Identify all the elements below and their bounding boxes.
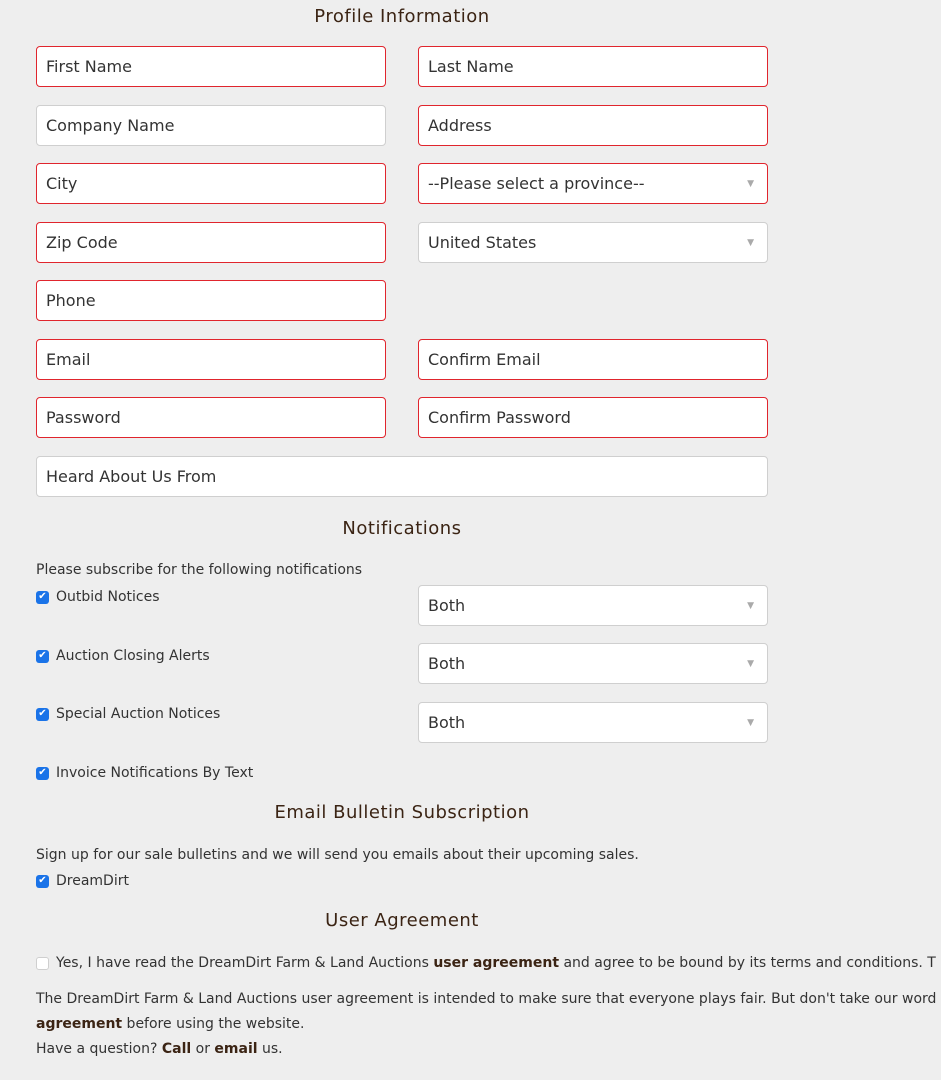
first-name-input[interactable] [36,46,386,87]
checkbox-checked-icon[interactable]: ✔ [36,767,49,780]
notification-special-checkbox[interactable] [36,706,220,722]
notification-label: Special Auction Notices [56,706,221,722]
checkbox-checked-icon[interactable]: ✔ [36,708,49,721]
company-name-input[interactable] [36,105,386,146]
notification-label: Invoice Notifications By Text [56,765,254,781]
caret-down-icon: ▼ [747,600,754,611]
bulletin-intro: Sign up for our sale bulletins and we will send you emails about their upcoming sales. [36,847,639,863]
profile-section-title: Profile Information [314,6,490,27]
closing-method-value: Both [428,654,466,673]
confirm-email-input[interactable] [418,339,768,380]
closing-method-select[interactable] [418,643,768,684]
agreement-paragraph: The DreamDirt Farm & Land Auctions user agreement is intended to make sure that everyone plays fair. But don't take our word [36,991,937,1007]
province-select[interactable] [418,163,768,204]
outbid-method-value: Both [428,596,466,615]
agreement-checkbox-row[interactable] [36,955,936,971]
caret-down-icon: ▼ [747,717,754,728]
address-input[interactable] [418,105,768,146]
notifications-section-title: Notifications [342,518,462,539]
caret-down-icon: ▼ [747,178,754,189]
agreement-check-label: Yes, I have read the DreamDirt Farm & Land Auctions user agreement and agree to be bound by its terms and conditions. T [56,955,936,971]
special-method-value: Both [428,713,466,732]
call-link[interactable]: Call [161,1041,192,1057]
special-method-select[interactable] [418,702,768,743]
bulletin-section-title: Email Bulletin Subscription [274,802,530,823]
email-input[interactable] [36,339,386,380]
bulletin-dreamdirt-checkbox[interactable] [36,873,129,889]
country-select[interactable] [418,222,768,263]
email-link[interactable]: email [214,1041,258,1057]
notification-label: Auction Closing Alerts [56,648,210,664]
caret-down-icon: ▼ [747,658,754,669]
checkbox-checked-icon[interactable]: ✔ [36,875,49,888]
outbid-method-select[interactable] [418,585,768,626]
city-input[interactable] [36,163,386,204]
caret-down-icon: ▼ [747,237,754,248]
last-name-input[interactable] [418,46,768,87]
notification-outbid-checkbox[interactable] [36,589,160,605]
zip-code-input[interactable] [36,222,386,263]
question-line: Have a question? Call or email us. [36,1041,283,1057]
password-input[interactable] [36,397,386,438]
agreement-paragraph-2: agreement before using the website. [36,1016,305,1032]
checkbox-unchecked-icon[interactable] [36,957,49,970]
notifications-intro: Please subscribe for the following notifications [36,562,363,578]
notification-label: Outbid Notices [56,589,160,605]
country-select-value: United States [428,233,537,252]
checkbox-checked-icon[interactable]: ✔ [36,591,49,604]
agreement-section-title: User Agreement [325,910,479,931]
user-agreement-link[interactable]: user agreement [433,955,560,971]
checkbox-checked-icon[interactable]: ✔ [36,650,49,663]
notification-closing-checkbox[interactable] [36,648,210,664]
bulletin-option-label: DreamDirt [56,873,129,889]
confirm-password-input[interactable] [418,397,768,438]
notification-invoice-checkbox[interactable] [36,765,253,781]
agreement-link[interactable]: agreement [36,1016,123,1032]
province-select-value: --Please select a province-- [428,174,645,193]
phone-input[interactable] [36,280,386,321]
heard-about-input[interactable] [36,456,768,497]
